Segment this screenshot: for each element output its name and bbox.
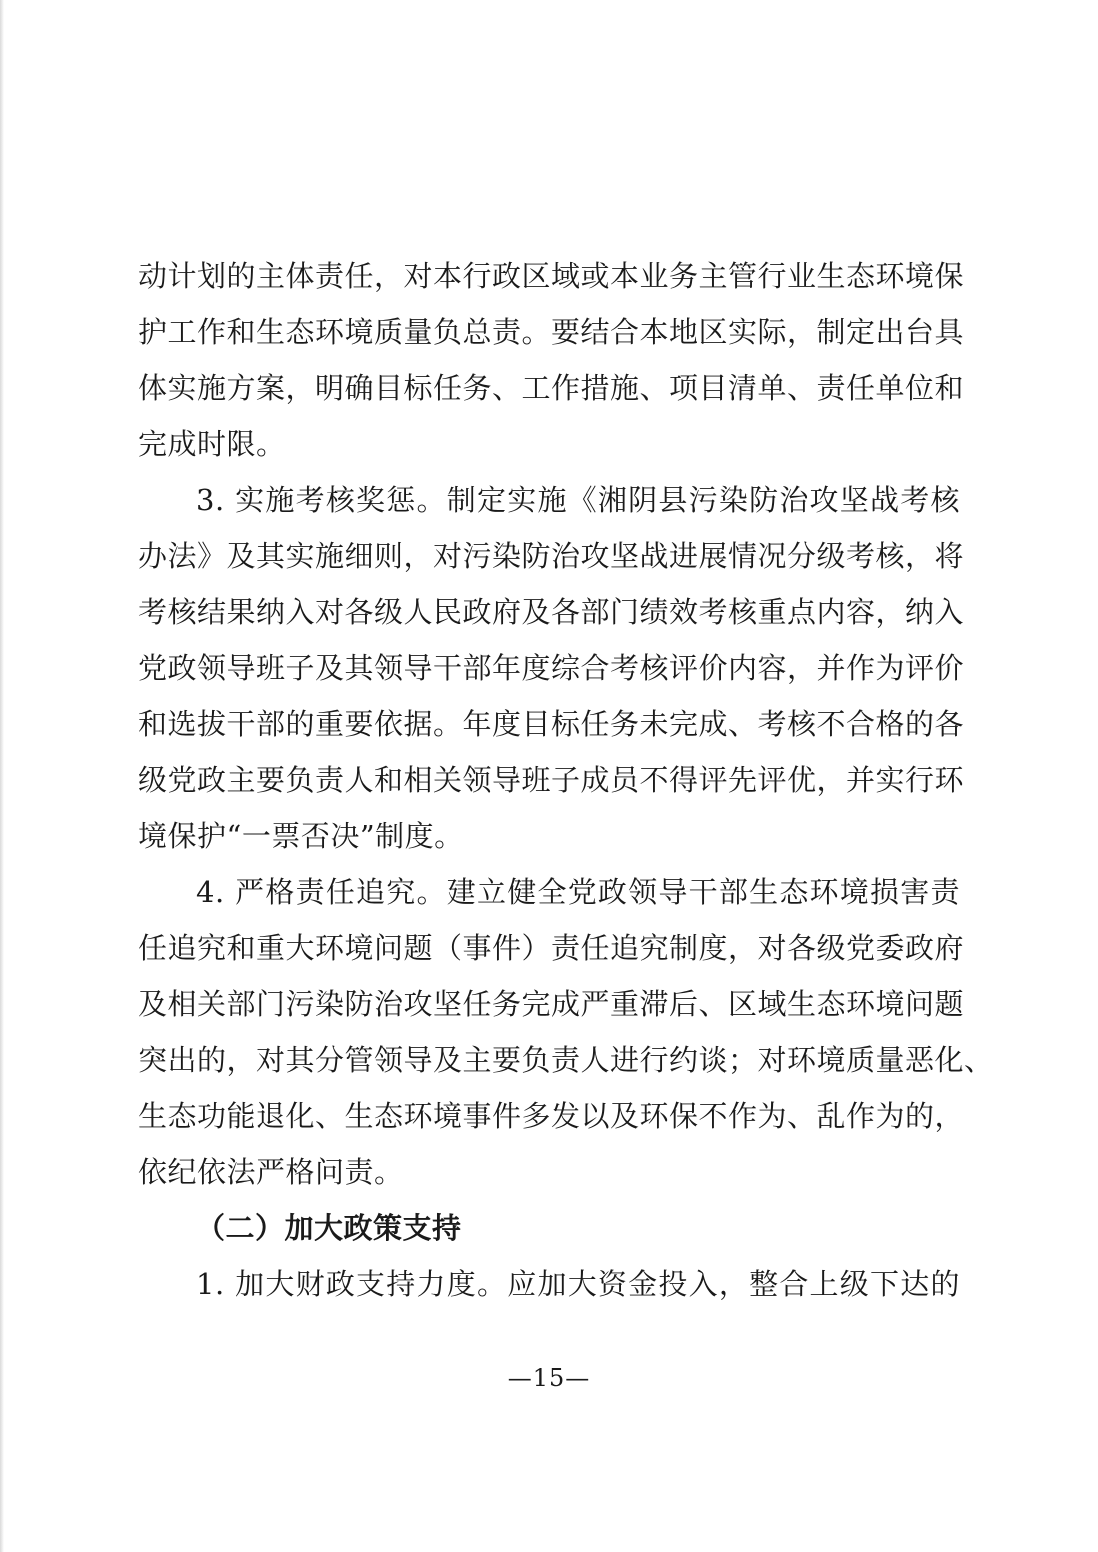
section-heading: （二）加大政策支持 — [196, 1211, 462, 1245]
text-line: 4. 严格责任追究。建立健全党政领导干部生态环境损害责 — [196, 875, 960, 909]
text-line: 级党政主要负责人和相关领导班子成员不得评先评优，并实行环 — [138, 763, 965, 797]
text-line: 完成时限。 — [138, 427, 286, 461]
text-line: 依纪依法严格问责。 — [138, 1155, 404, 1189]
page-number: —15— — [507, 1364, 591, 1392]
text-line: 护工作和生态环境质量负总责。要结合本地区实际，制定出台具 — [138, 315, 965, 349]
text-line: 办法》及其实施细则，对污染防治攻坚战进展情况分级考核，将 — [138, 539, 965, 573]
text-line: 动计划的主体责任，对本行政区域或本业务主管行业生态环境保 — [138, 259, 965, 293]
text-line: 生态功能退化、生态环境事件多发以及环保不作为、乱作为的， — [138, 1099, 965, 1133]
text-line: 突出的，对其分管领导及主要负责人进行约谈；对环境质量恶化、 — [138, 1043, 994, 1077]
text-line: 1. 加大财政支持力度。应加大资金投入，整合上级下达的 — [196, 1267, 960, 1301]
text-line: 任追究和重大环境问题（事件）责任追究制度，对各级党委政府 — [138, 931, 965, 965]
body-text — [138, 248, 994, 1312]
text-line: 考核结果纳入对各级人民政府及各部门绩效考核重点内容，纳入 — [138, 595, 965, 629]
text-line: 3. 实施考核奖惩。制定实施《湘阴县污染防治攻坚战考核 — [196, 483, 960, 517]
scan-edge — [0, 0, 4, 1552]
text-line: 体实施方案，明确目标任务、工作措施、项目清单、责任单位和 — [138, 371, 965, 405]
text-line: 党政领导班子及其领导干部年度综合考核评价内容，并作为评价 — [138, 651, 965, 685]
text-line: 和选拔干部的重要依据。年度目标任务未完成、考核不合格的各 — [138, 707, 965, 741]
text-line: 境保护“一票否决”制度。 — [138, 819, 464, 853]
text-line: 及相关部门污染防治攻坚任务完成严重滞后、区域生态环境问题 — [138, 987, 965, 1021]
